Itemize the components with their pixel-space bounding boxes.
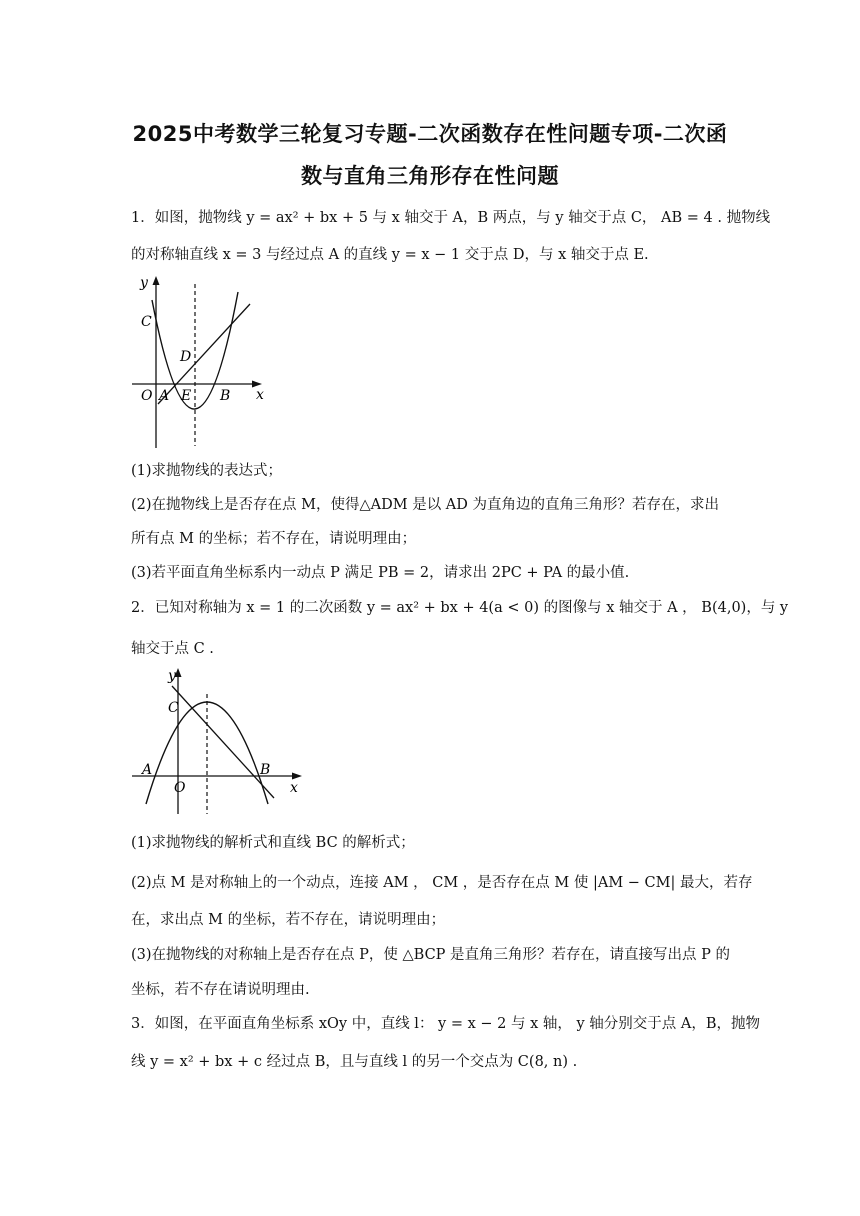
problem-2-question-2: (2)点 M 是对称轴上的一个动点，连接 AM ， CM ，是否存在点 M 使 |AM − CM| 最大，若存 [131,875,753,891]
fig2-label-x: x [290,780,298,796]
fig2-label-o: O [174,780,186,796]
fig1-label-d: D [180,349,192,365]
problem-3-statement-line-2: 线 y = x² + bx + c 经过点 B，且与直线 l 的另一个交点为 C(8, n) . [131,1054,578,1070]
fig1-label-c: C [141,314,152,330]
document-title-line-2: 数与直角三角形存在性问题 [301,164,559,188]
problem-2-statement-line-1: 2．已知对称轴为 x = 1 的二次函数 y = ax² + bx + 4(a < 0) 的图像与 x 轴交于 A ， B(4,0)，与 y [131,600,789,616]
problem-2-figure [128,664,308,824]
fig1-label-b: B [220,388,231,404]
fig1-label-e: E [181,388,192,404]
problem-2-question-1: (1)求抛物线的解析式和直线 BC 的解析式； [131,835,415,851]
problem-1-statement-line-1: 1．如图，抛物线 y = ax² + bx + 5 与 x 轴交于 A，B 两点，与 y 轴交于点 C， AB = 4 . 抛物线 [131,210,771,226]
problem-2-statement-line-2: 轴交于点 C . [131,641,214,657]
document-title-line-1: 2025中考数学三轮复习专题-二次函数存在性问题专项-二次函 [132,122,728,146]
problem-3-statement-line-1: 3．如图，在平面直角坐标系 xOy 中，直线 l： y = x − 2 与 x 轴， y 轴分别交于点 A，B，抛物 [131,1016,761,1032]
problem-2-question-3: (3)在抛物线的对称轴上是否存在点 P，使 △BCP 是直角三角形？若存在，请直接写出点 P 的 [131,947,731,963]
problem-1-question-2-cont: 所有点 M 的坐标；若不存在，请说明理由； [131,531,417,547]
fig1-label-o: O [141,388,153,404]
problem-2-question-3-cont: 坐标，若不存在请说明理由. [131,982,310,998]
fig2-label-y: y [168,668,176,684]
fig1-label-x: x [256,387,264,403]
problem-1-figure [128,272,268,452]
problem-1-question-3: (3)若平面直角坐标系内一动点 P 满足 PB = 2，请求出 2PC + PA 的最小值. [131,565,630,581]
fig1-label-y: y [140,275,148,291]
fig2-label-c: C [168,700,179,716]
problem-2-question-2-cont: 在，求出点 M 的坐标，若不存在，请说明理由； [131,912,446,928]
fig1-label-a: A [159,388,170,404]
fig2-label-a: A [142,762,153,778]
problem-1-question-1: (1)求抛物线的表达式； [131,463,283,479]
problem-1-question-2: (2)在抛物线上是否存在点 M，使得△ADM 是以 AD 为直角边的直角三角形？若存在，求出 [131,497,720,513]
problem-1-statement-line-2: 的对称轴直线 x = 3 与经过点 A 的直线 y = x − 1 交于点 D，与 x 轴交于点 E. [131,247,649,263]
fig2-label-b: B [260,762,271,778]
